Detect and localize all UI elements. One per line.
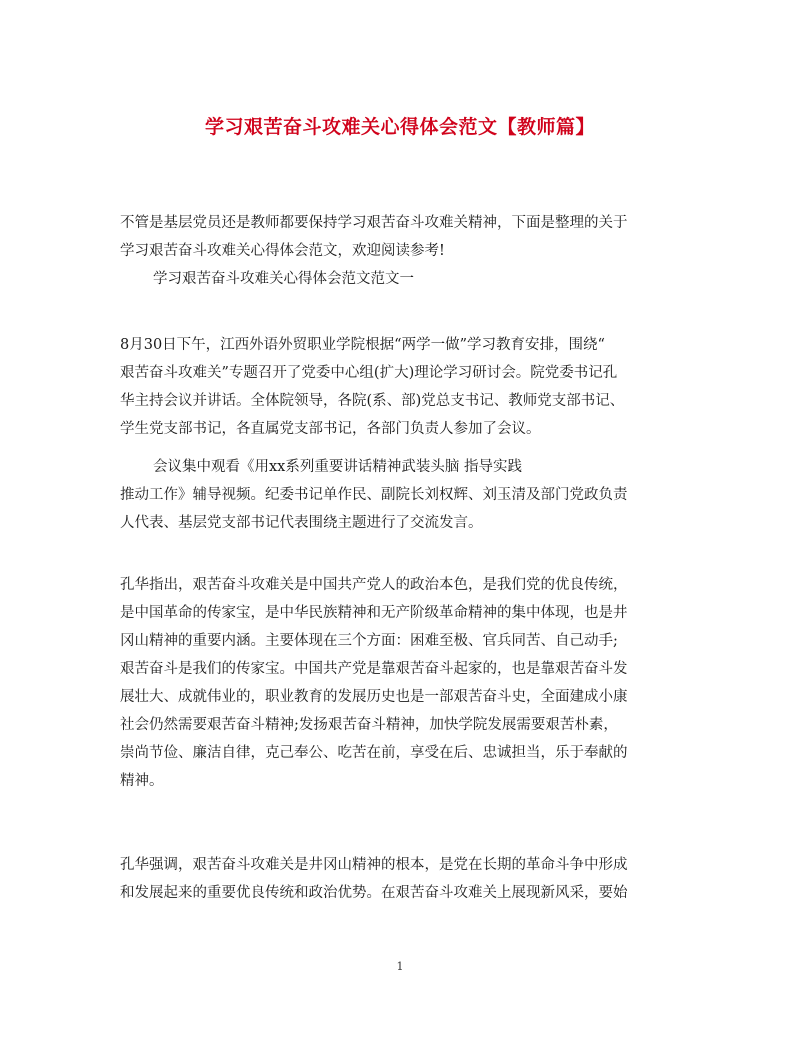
- paragraph-line: 展壮大、成就伟业的，职业教育的发展历史也是一部艰苦奋斗史，全面建成小康: [120, 689, 628, 705]
- paragraph-line: 孔华指出，艰苦奋斗攻难关是中国共产党人的政治本色，是我们党的优良传统，: [120, 577, 628, 593]
- paragraph-2: [120, 453, 682, 537]
- paragraph-line: 艰苦奋斗是我们的传家宝。中国共产党是靠艰苦奋斗起家的，也是靠艰苦奋斗发: [120, 661, 628, 677]
- paragraph-4: [120, 851, 682, 907]
- paragraph-1: [120, 331, 682, 443]
- paragraph-3: [120, 571, 682, 795]
- paragraph-line: 和发展起来的重要优良传统和政治优势。在艰苦奋斗攻难关上展现新风采，要始: [120, 885, 628, 901]
- paragraph-line: 会议集中观看《用xx系列重要讲话精神武装头脑 指导实践: [153, 459, 522, 475]
- paragraph-line: 孔华强调，艰苦奋斗攻难关是井冈山精神的根本，是党在长期的革命斗争中形成: [120, 857, 628, 873]
- section-subtitle: [153, 265, 715, 293]
- paragraph-line: 华主持会议并讲话。全体院领导，各院(系、部)党总支书记、教师党支部书记、: [120, 393, 625, 409]
- page-number: 1: [396, 960, 404, 973]
- intro-paragraph: [120, 209, 682, 265]
- paragraph-line: 学生党支部书记，各直属党支部书记，各部门负责人参加了会议。: [120, 421, 541, 437]
- paragraph-line: 推动工作》辅导视频。纪委书记单作民、副院长刘权辉、刘玉清及部门党政负责: [120, 487, 628, 503]
- paragraph-line: 精神。: [120, 773, 164, 789]
- section-subtitle-text: 学习艰苦奋斗攻难关心得体会范文范文一: [153, 271, 414, 287]
- intro-line: 不管是基层党员还是教师都要保持学习艰苦奋斗攻难关精神，下面是整理的关于: [120, 215, 628, 231]
- paragraph-line: 8月30日下午，江西外语外贸职业学院根据“两学一做”学习教育安排，围绕“: [120, 337, 605, 353]
- paragraph-line: 艰苦奋斗攻难关”专题召开了党委中心组(扩大)理论学习研讨会。院党委书记孔: [120, 365, 618, 381]
- document-title: 学习艰苦奋斗攻难关心得体会范文【教师篇】: [204, 116, 595, 138]
- paragraph-line: 人代表、基层党支部书记代表围绕主题进行了交流发言。: [120, 515, 483, 531]
- paragraph-line: 是中国革命的传家宝，是中华民族精神和无产阶级革命精神的集中体现，也是井: [120, 605, 628, 621]
- intro-line: 学习艰苦奋斗攻难关心得体会范文，欢迎阅读参考!: [120, 243, 445, 259]
- paragraph-line: 崇尚节俭、廉洁自律，克己奉公、吃苦在前，享受在后、忠诚担当，乐于奉献的: [120, 745, 628, 761]
- paragraph-line: 社会仍然需要艰苦奋斗精神;发扬艰苦奋斗精神，加快学院发展需要艰苦朴素，: [120, 717, 618, 733]
- paragraph-line: 冈山精神的重要内涵。主要体现在三个方面：困难至极、官兵同苦、自己动手;: [120, 633, 618, 649]
